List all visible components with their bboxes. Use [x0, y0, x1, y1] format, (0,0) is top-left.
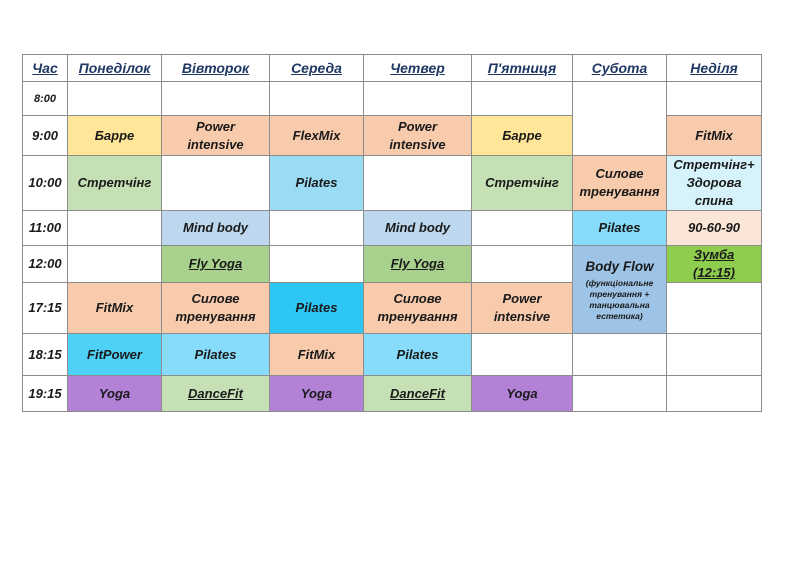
time-cell: 18:15: [23, 334, 68, 376]
class-cell: FitMix: [667, 116, 762, 156]
class-cell: Стретчінг: [68, 156, 162, 211]
class-cell: Pilates: [270, 283, 364, 334]
table-row: [23, 334, 762, 376]
class-cell: Yoga: [68, 376, 162, 412]
table-row: [23, 246, 762, 283]
class-cell: FitMix: [270, 334, 364, 376]
header-time: Час: [23, 55, 68, 82]
time-cell: 19:15: [23, 376, 68, 412]
header-tuesday: Вівторок: [162, 55, 270, 82]
class-cell: Силове тренування: [573, 156, 667, 211]
class-cell: Mind body: [162, 211, 270, 246]
class-cell: Pilates: [573, 211, 667, 246]
empty-cell: [270, 82, 364, 116]
class-cell: Power intensive: [162, 116, 270, 156]
class-cell: Yoga: [270, 376, 364, 412]
empty-cell: [573, 82, 667, 156]
time-cell: 10:00: [23, 156, 68, 211]
empty-cell: [667, 376, 762, 412]
class-cell: Стретчінг+ Здорова спина: [667, 156, 762, 211]
header-thursday: Четвер: [364, 55, 472, 82]
header-friday: П'ятниця: [472, 55, 573, 82]
class-cell: Body Flow (функціональне тренування + танцювальна естетика): [573, 246, 667, 334]
header-sunday: Неділя: [667, 55, 762, 82]
empty-cell: [667, 82, 762, 116]
empty-cell: [162, 82, 270, 116]
class-cell: Power intensive: [364, 116, 472, 156]
class-cell: Силове тренування: [364, 283, 472, 334]
class-cell: Fly Yoga: [364, 246, 472, 283]
empty-cell: [573, 376, 667, 412]
table-row: [23, 82, 762, 116]
empty-cell: [667, 283, 762, 334]
class-cell: FitPower: [68, 334, 162, 376]
table-row: [23, 376, 762, 412]
empty-cell: [472, 211, 573, 246]
class-cell: Power intensive: [472, 283, 573, 334]
empty-cell: [270, 246, 364, 283]
empty-cell: [472, 334, 573, 376]
empty-cell: [364, 82, 472, 116]
class-cell: Pilates: [364, 334, 472, 376]
class-cell: Mind body: [364, 211, 472, 246]
class-cell: DanceFit: [364, 376, 472, 412]
schedule-table: [22, 54, 762, 412]
time-cell: 17:15: [23, 283, 68, 334]
class-cell: Силове тренування: [162, 283, 270, 334]
class-cell: Pilates: [270, 156, 364, 211]
time-cell: 9:00: [23, 116, 68, 156]
header-saturday: Субота: [573, 55, 667, 82]
time-cell: 11:00: [23, 211, 68, 246]
empty-cell: [68, 82, 162, 116]
empty-cell: [472, 246, 573, 283]
class-cell: DanceFit: [162, 376, 270, 412]
header-row: [23, 55, 762, 82]
class-cell: Fly Yoga: [162, 246, 270, 283]
class-cell: Стретчінг: [472, 156, 573, 211]
class-cell: Барре: [472, 116, 573, 156]
class-cell: Зумба (12:15): [667, 246, 762, 283]
class-cell: 90-60-90: [667, 211, 762, 246]
empty-cell: [68, 211, 162, 246]
empty-cell: [667, 334, 762, 376]
class-cell: FlexMix: [270, 116, 364, 156]
table-row: [23, 156, 762, 211]
empty-cell: [68, 246, 162, 283]
time-cell: 8:00: [23, 82, 68, 116]
empty-cell: [573, 334, 667, 376]
empty-cell: [472, 82, 573, 116]
table-row: [23, 211, 762, 246]
class-cell: FitMix: [68, 283, 162, 334]
class-cell: Pilates: [162, 334, 270, 376]
header-wednesday: Середа: [270, 55, 364, 82]
empty-cell: [364, 156, 472, 211]
class-cell: Yoga: [472, 376, 573, 412]
time-cell: 12:00: [23, 246, 68, 283]
empty-cell: [162, 156, 270, 211]
header-monday: Понеділок: [68, 55, 162, 82]
empty-cell: [270, 211, 364, 246]
class-cell: Барре: [68, 116, 162, 156]
